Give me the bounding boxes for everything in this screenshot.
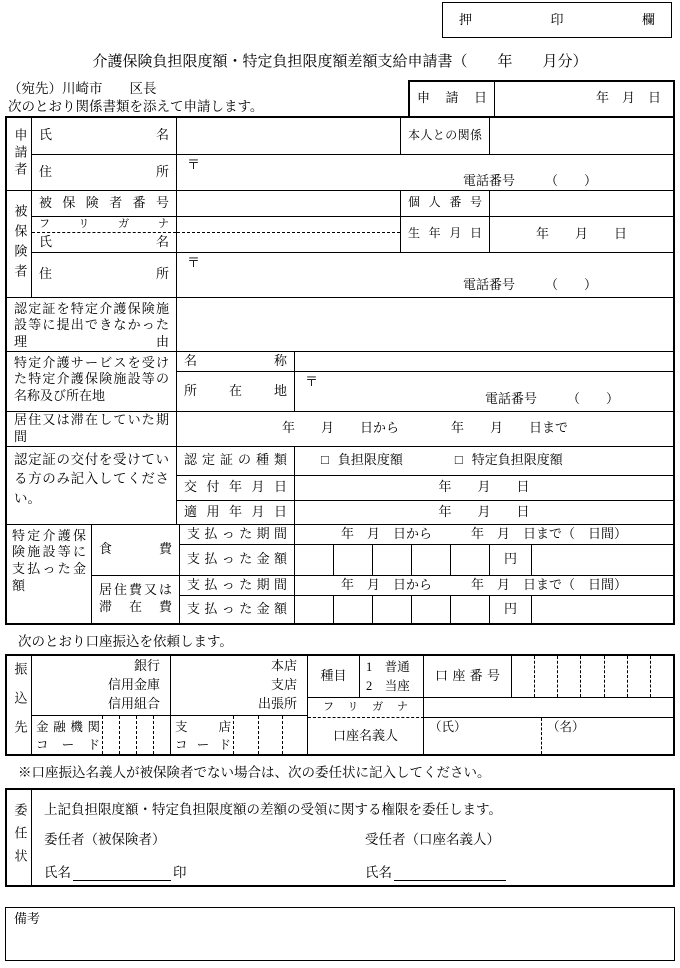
applicant-name-label: 氏名 xyxy=(39,127,169,143)
branch-type-honten: 本店 xyxy=(270,658,297,674)
bank-section-label: 振込先 xyxy=(7,656,32,754)
account-number-digit-cell[interactable] xyxy=(604,656,627,697)
application-date-field[interactable]: 年 月 日 xyxy=(595,90,661,106)
postal-mark: 〒 xyxy=(187,254,201,270)
food-amount-digit-cell[interactable] xyxy=(451,545,490,575)
page-title: 介護保険負担限度額・特定負担限度額差額支給申請書（ 年 月分） xyxy=(92,54,588,70)
proxy-note: ※口座振込名義人が被保険者でない場合は、次の委任状に記入してください。 xyxy=(18,765,491,781)
insured-name-field[interactable] xyxy=(177,233,400,252)
branch-code-digit-cell[interactable] xyxy=(258,716,283,754)
remarks-box[interactable] xyxy=(5,907,675,961)
delegator-seal-label: 印 xyxy=(173,864,187,880)
paid-amount-section-label: 特定介護保険施設等に支払った金額 xyxy=(12,527,86,594)
branch-code-cell xyxy=(171,716,308,754)
account-number-digit-cell[interactable] xyxy=(557,656,580,697)
insured-phone-label: 電話番号 xyxy=(462,276,515,292)
limit-amount-option-label: 負担限度額 xyxy=(337,452,403,468)
lodging-period-label: 支払った期間 xyxy=(187,576,287,592)
account-type-options[interactable] xyxy=(360,656,424,697)
applicant-address-field[interactable] xyxy=(177,155,673,190)
institution-type-shinkin: 信用金庫 xyxy=(107,676,160,692)
residence-period-label: 居住又は滞在していた期間 xyxy=(14,411,169,444)
issue-date-label: 交付年月日 xyxy=(184,479,287,495)
applicant-phone-field[interactable]: （ ） xyxy=(544,173,597,189)
certificate-type-label: 認定証の種類 xyxy=(184,452,287,468)
apply-date-label: 適用年月日 xyxy=(184,503,287,519)
insured-number-label: 被保険者番号 xyxy=(39,194,169,210)
reason-band xyxy=(7,298,673,352)
insured-address-label: 住所 xyxy=(39,266,169,282)
facility-name-field[interactable] xyxy=(295,352,673,371)
special-limit-amount-option-label: 特定負担限度額 xyxy=(471,452,563,468)
food-amount-digit-cell[interactable] xyxy=(373,545,412,575)
lodging-amount-digit-cell[interactable] xyxy=(412,596,451,623)
lodging-amount-digit-cell[interactable] xyxy=(334,596,373,623)
branch-code-digit-cell[interactable] xyxy=(233,716,258,754)
institution-type-kumiai: 信用組合 xyxy=(107,695,160,711)
paid-amount-band xyxy=(7,525,673,623)
lodging-label-line2: 滞在費 xyxy=(99,599,172,614)
holder-last-name-field[interactable] xyxy=(424,718,542,754)
relation-label: 本人との関係 xyxy=(408,127,482,142)
branch-code-label-line2: コード xyxy=(175,737,231,752)
insured-band xyxy=(7,191,673,298)
account-number-cells xyxy=(512,656,673,697)
proxy-table xyxy=(5,788,675,887)
food-amount-digit-cell[interactable] xyxy=(295,545,334,575)
proxy-section-label: 委任状 xyxy=(7,790,32,885)
lodging-label-line1: 居住費又は xyxy=(99,582,172,598)
application-date-label: 申請日 xyxy=(417,90,487,106)
account-type-label: 種目 xyxy=(308,656,360,697)
residence-period-band xyxy=(7,412,673,447)
seal-box-label: 押印欄 xyxy=(459,11,655,27)
account-holder-label: 口座名義人 xyxy=(308,718,424,754)
branch-code-label-line1: 支店 xyxy=(175,720,231,735)
delegator-label: 委任者（被保険者） xyxy=(44,832,166,848)
main-table xyxy=(5,116,675,625)
lodging-amount-digit-cell[interactable] xyxy=(451,596,490,623)
proxy-statement: 上記負担限度額・特定負担限度額の差額の受領に関する権限を委任します。 xyxy=(44,801,502,817)
special-limit-amount-checkbox[interactable]: □ xyxy=(454,452,463,468)
institution-code-label-line2: コード xyxy=(36,737,100,752)
lodging-period-field[interactable]: 年 月 日から 年 月 日まで（ 日間） xyxy=(340,576,627,592)
facility-name-label: 名称 xyxy=(184,352,287,368)
applicant-name-field[interactable] xyxy=(177,118,401,154)
account-number-digit-cell[interactable] xyxy=(650,656,673,697)
agent-label: 受任者（口座名義人） xyxy=(365,832,500,848)
reason-field[interactable] xyxy=(177,298,673,351)
institution-type-bank: 銀行 xyxy=(133,658,160,674)
facility-band xyxy=(7,352,673,412)
apply-date-field[interactable]: 年 月 日 xyxy=(438,503,530,519)
facility-phone-label: 電話番号 xyxy=(484,390,537,406)
addressee: （宛先）川崎市 区長 xyxy=(8,81,157,97)
remarks-label: 備考 xyxy=(14,910,41,926)
food-label: 食費 xyxy=(99,541,172,557)
bank-table xyxy=(5,654,675,756)
postal-mark: 〒 xyxy=(187,156,201,172)
account-type-option-futsu: 1 普通 xyxy=(366,660,410,675)
delegator-name-field[interactable] xyxy=(73,868,171,881)
institution-code-cell xyxy=(32,716,171,754)
lodging-amount-digit-cell[interactable] xyxy=(295,596,334,623)
branch-type-shutcho: 出張所 xyxy=(257,695,297,711)
food-amount-digit-cell[interactable] xyxy=(334,545,373,575)
limit-amount-checkbox[interactable]: □ xyxy=(321,452,329,468)
food-amount-digit-cell[interactable] xyxy=(412,545,451,575)
agent-name-field[interactable] xyxy=(394,868,506,881)
account-number-digit-cell[interactable] xyxy=(580,656,603,697)
branch-type-shiten: 支店 xyxy=(270,676,297,692)
applicant-phone-label: 電話番号 xyxy=(462,173,515,189)
facility-phone-field[interactable]: （ ） xyxy=(566,390,619,406)
bank-furigana-label: フリガナ xyxy=(323,701,408,714)
lodging-amount-label: 支払った金額 xyxy=(187,600,287,616)
header-row xyxy=(5,80,675,116)
facility-label: 特定介護サービスを受けた特定介護保険施設等の名称及び所在地 xyxy=(14,354,169,404)
personal-number-field[interactable] xyxy=(490,191,673,216)
insured-address-field[interactable] xyxy=(177,253,673,297)
lodging-yen-label: 円 xyxy=(490,596,532,623)
reason-label: 認定証を特定介護保険施設等に提出できなかった理由 xyxy=(14,300,169,350)
declaration: 次のとおり関係書類を添えて申請します。 xyxy=(8,98,264,114)
institution-type-cell[interactable] xyxy=(32,656,171,715)
food-amount-label: 支払った金額 xyxy=(187,551,287,567)
food-period-label: 支払った期間 xyxy=(187,525,287,541)
institution-code-digit-cell[interactable] xyxy=(153,716,170,754)
seal-box xyxy=(442,2,672,38)
postal-mark: 〒 xyxy=(305,373,319,389)
institution-code-label-line1: 金融機関 xyxy=(36,720,100,735)
transfer-note: 次のとおり口座振込を依頼します。 xyxy=(18,633,233,649)
certificate-band xyxy=(7,447,673,525)
holder-first-name-label: （名） xyxy=(547,720,585,735)
institution-code-digit-cell[interactable] xyxy=(119,716,136,754)
bank-furigana-field[interactable] xyxy=(424,698,673,718)
holder-last-name-label: （氏） xyxy=(429,720,467,735)
account-number-label: 口座番号 xyxy=(435,668,500,684)
account-number-digit-cell[interactable] xyxy=(534,656,557,697)
lodging-amount-digit-cell[interactable] xyxy=(373,596,412,623)
branch-type-cell[interactable] xyxy=(171,656,308,715)
applicant-address-label: 住所 xyxy=(39,163,169,179)
application-date-box xyxy=(408,80,675,116)
issue-date-field[interactable]: 年 月 日 xyxy=(438,479,530,495)
account-number-digit-cell[interactable] xyxy=(512,656,534,697)
applicant-relation-field[interactable] xyxy=(490,118,673,154)
agent-name-label: 氏名 xyxy=(365,864,392,880)
delegator-name-label: 氏名 xyxy=(44,864,71,880)
institution-code-digit-cell[interactable] xyxy=(102,716,119,754)
food-yen-label: 円 xyxy=(490,545,532,575)
insured-furigana-field[interactable] xyxy=(177,217,400,233)
food-period-field[interactable]: 年 月 日から 年 月 日まで（ 日間） xyxy=(340,525,627,541)
account-number-digit-cell[interactable] xyxy=(627,656,650,697)
residence-period-field[interactable]: 年 月 日から 年 月 日まで xyxy=(281,420,568,436)
insured-section-label: 被保険者 xyxy=(7,191,32,297)
facility-address-field[interactable] xyxy=(295,372,673,411)
applicant-band xyxy=(7,118,673,191)
birthdate-label: 生年月日 xyxy=(408,226,482,241)
certificate-note-label: 認定証の交付を受けている方のみ記入してください。 xyxy=(14,451,169,506)
facility-address-label: 所在地 xyxy=(184,382,287,398)
insured-phone-field[interactable]: （ ） xyxy=(544,276,597,292)
insured-number-field[interactable] xyxy=(177,191,401,216)
personal-number-label: 個人番号 xyxy=(408,195,482,210)
applicant-section-label: 申請者 xyxy=(7,118,32,190)
insured-furigana-label: フリガナ xyxy=(39,217,169,230)
holder-first-name-field[interactable] xyxy=(542,718,673,754)
insured-name-label: 氏名 xyxy=(39,233,169,249)
account-type-option-toza: 2 当座 xyxy=(366,679,410,694)
birthdate-field[interactable]: 年 月 日 xyxy=(535,225,627,241)
institution-code-digit-cell[interactable] xyxy=(136,716,153,754)
branch-code-digit-cell[interactable] xyxy=(282,716,307,754)
